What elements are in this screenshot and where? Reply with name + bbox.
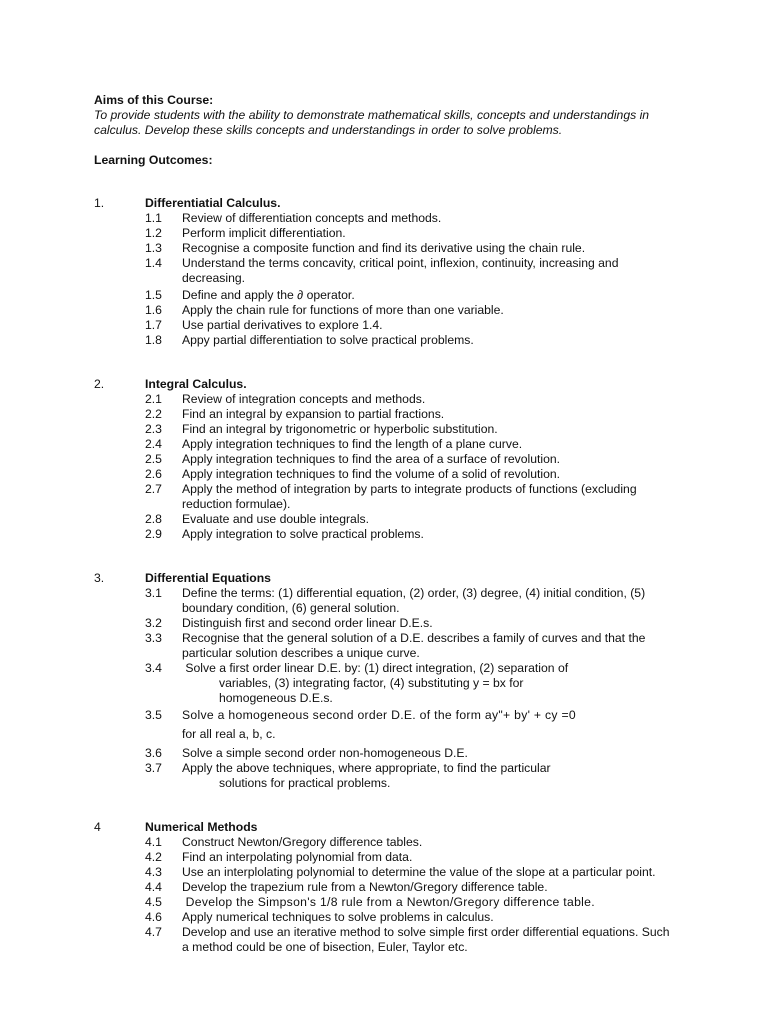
section-number: 2. [94, 377, 105, 391]
item-number: 4.3 [145, 865, 162, 879]
list-item [94, 333, 674, 348]
section-integral-calculus [94, 377, 674, 542]
list-item [94, 512, 674, 527]
item-number: 2.7 [145, 482, 162, 496]
item-number: 2.1 [145, 392, 162, 406]
list-item [94, 865, 674, 880]
list-item [94, 661, 674, 706]
learning-outcomes-heading: Learning Outcomes: [94, 153, 213, 167]
item-number: 3.1 [145, 586, 162, 600]
section-differential-equations [94, 571, 674, 791]
list-item [94, 211, 674, 226]
section-number: 3. [94, 571, 105, 585]
section-title: Differentiatial Calculus. [145, 196, 281, 210]
document-page [94, 93, 674, 955]
list-item [94, 241, 674, 256]
item-text: Find an integral by trigonometric or hyperbolic substitution. [182, 422, 498, 436]
item-text: Use partial derivatives to explore 1.4. [182, 318, 383, 332]
item-text: Develop the trapezium rule from a Newton/Gregory difference table. [182, 880, 548, 894]
item-text: Develop and use an iterative method to solve simple first order differential equations. Such a method could be one of bisection, Euler, Taylor etc. [182, 925, 670, 954]
section-numerical-methods [94, 820, 674, 955]
list-item [94, 746, 674, 761]
section-title: Differential Equations [145, 571, 271, 585]
item-text: Review of integration concepts and methods. [182, 392, 426, 406]
item-text: Construct Newton/Gregory difference tables. [182, 835, 423, 849]
item-text: Recognise that the general solution of a D.E. describes a family of curves and that the particular solution describes a unique curve. [182, 631, 646, 660]
section-title: Integral Calculus. [145, 377, 247, 391]
item-number: 4.6 [145, 910, 162, 924]
list-item [94, 835, 674, 850]
list-item [94, 256, 674, 286]
list-item [94, 303, 674, 318]
item-number: 2.4 [145, 437, 162, 451]
list-item [94, 467, 674, 482]
item-text-line: Solve a first order linear D.E. by: (1) direct integration, (2) separation of [182, 661, 569, 675]
list-item [94, 318, 674, 333]
item-number: 2.5 [145, 452, 162, 466]
item-number: 1.4 [145, 256, 162, 270]
list-item [94, 895, 674, 910]
item-number: 4.2 [145, 850, 162, 864]
item-text-line: solutions for practical problems. [219, 776, 391, 790]
item-text: Find an integral by expansion to partial fractions. [182, 407, 445, 421]
item-text: Understand the terms concavity, critical point, inflexion, continuity, increasing and decreasing. [182, 256, 619, 285]
item-number: 1.8 [145, 333, 162, 347]
item-text: Perform implicit differentiation. [182, 226, 346, 240]
list-item [94, 880, 674, 895]
item-number: 3.3 [145, 631, 162, 645]
item-text: Recognise a composite function and find its derivative using the chain rule. [182, 241, 586, 255]
item-text: Define and apply the ∂ operator. [182, 288, 355, 302]
item-number: 2.2 [145, 407, 162, 421]
aims-body: To provide students with the ability to demonstrate mathematical skills, concepts and understandings in calculus. Develop these skills concepts and understandings in order to solve problems. [94, 108, 650, 137]
item-number: 3.6 [145, 746, 162, 760]
item-text: Define the terms: (1) differential equation, (2) order, (3) degree, (4) initial condition, (5) boundary condition, (6) general solution. [182, 586, 646, 615]
section-differential-calculus [94, 196, 674, 348]
list-item [94, 452, 674, 467]
item-text: Solve a simple second order non-homogeneous D.E. [182, 746, 468, 760]
item-number: 1.5 [145, 288, 162, 302]
item-number: 4.4 [145, 880, 162, 894]
list-item [94, 422, 674, 437]
list-item [94, 407, 674, 422]
item-number: 4.5 [145, 895, 162, 909]
list-item [94, 761, 674, 791]
item-number: 3.7 [145, 761, 162, 775]
item-text: Apply integration to solve practical problems. [182, 527, 424, 541]
item-number: 2.6 [145, 467, 162, 481]
list-item [94, 392, 674, 407]
list-item [94, 708, 674, 742]
list-item [94, 616, 674, 631]
item-number: 2.8 [145, 512, 162, 526]
list-item [94, 226, 674, 241]
list-item [94, 586, 674, 616]
item-number: 4.1 [145, 835, 162, 849]
item-text: Apply integration techniques to find the length of a plane curve. [182, 437, 523, 451]
list-item [94, 910, 674, 925]
item-text-line: Apply the above techniques, where appropriate, to find the particular [182, 761, 551, 775]
item-number: 1.7 [145, 318, 162, 332]
item-text: Apply numerical techniques to solve problems in calculus. [182, 910, 494, 924]
list-item [94, 631, 674, 661]
item-text: Develop the Simpson's 1/8 rule from a Newton/Gregory difference table. [182, 895, 595, 909]
list-item [94, 925, 674, 955]
item-number: 3.5 [145, 708, 162, 722]
item-number: 1.2 [145, 226, 162, 240]
item-number: 3.4 [145, 661, 162, 675]
item-number: 1.6 [145, 303, 162, 317]
item-number: 2.9 [145, 527, 162, 541]
item-text: Use an interplolating polynomial to determine the value of the slope at a particular point. [182, 865, 656, 879]
item-text: Apply the chain rule for functions of more than one variable. [182, 303, 504, 317]
section-number: 1. [94, 196, 105, 210]
item-text-line: Solve a homogeneous second order D.E. of the form ay"+ by' + cy =0 [182, 708, 576, 722]
item-text: Appy partial differentiation to solve practical problems. [182, 333, 474, 347]
list-item [94, 850, 674, 865]
item-number: 4.7 [145, 925, 162, 939]
item-text: Apply integration techniques to find the volume of a solid of revolution. [182, 467, 561, 481]
list-item [94, 482, 674, 512]
list-item [94, 527, 674, 542]
item-text: Distinguish first and second order linear D.E.s. [182, 616, 433, 630]
item-text-line: variables, (3) integrating factor, (4) substituting y = bx for [219, 676, 524, 690]
item-text: Evaluate and use double integrals. [182, 512, 370, 526]
item-text: Apply the method of integration by parts to integrate products of functions (excluding reduction formulae). [182, 482, 637, 511]
section-title: Numerical Methods [145, 820, 258, 834]
item-text-line: homogeneous D.E.s. [219, 691, 333, 705]
list-item [94, 437, 674, 452]
item-text: Find an interpolating polynomial from data. [182, 850, 413, 864]
item-number: 1.1 [145, 211, 162, 225]
section-number: 4 [94, 820, 101, 834]
item-text-line: for all real a, b, c. [182, 727, 276, 741]
item-text: Apply integration techniques to find the area of a surface of revolution. [182, 452, 561, 466]
list-item [94, 288, 674, 303]
item-number: 3.2 [145, 616, 162, 630]
item-number: 1.3 [145, 241, 162, 255]
aims-heading: Aims of this Course: [94, 93, 214, 107]
item-text: Review of differentiation concepts and methods. [182, 211, 442, 225]
item-number: 2.3 [145, 422, 162, 436]
